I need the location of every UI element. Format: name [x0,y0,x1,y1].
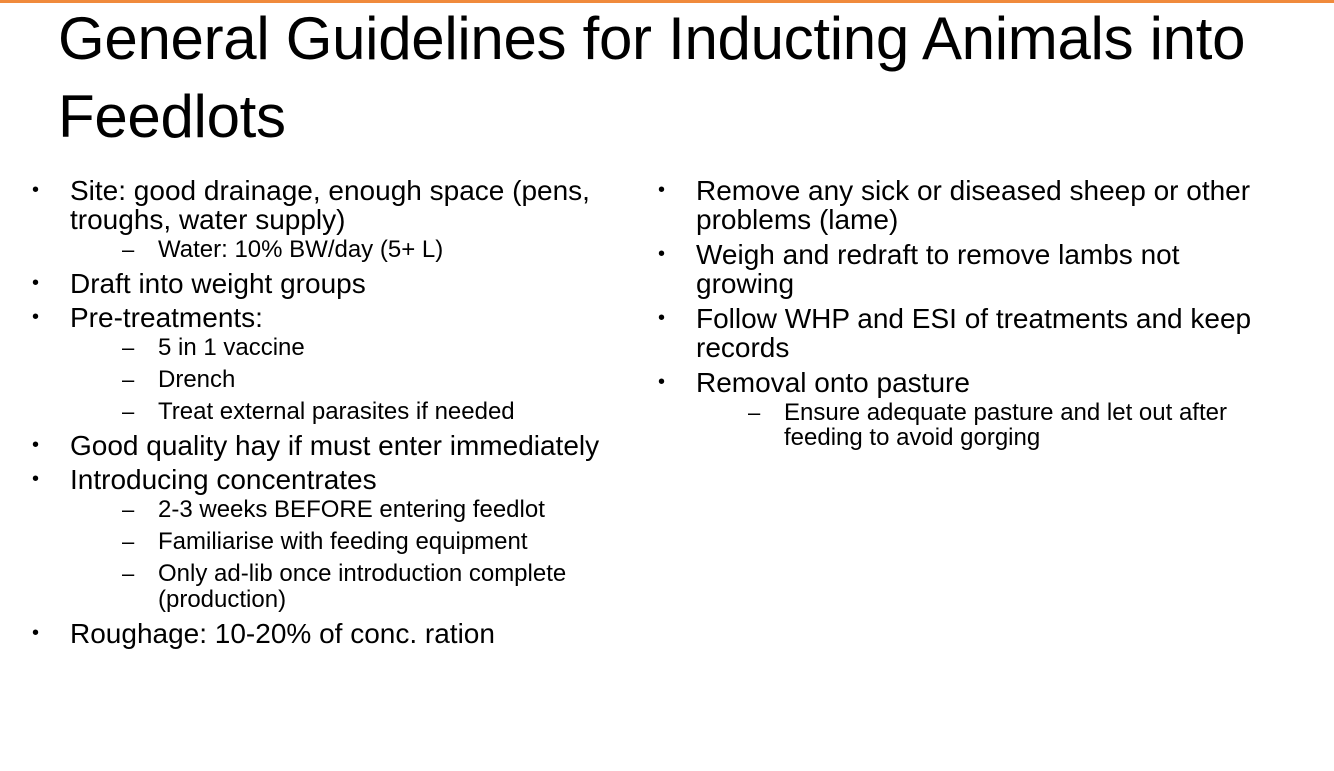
sub-bullet-list [70,335,630,425]
dash-icon: – [122,529,135,554]
bullet-item [30,303,630,425]
sub-bullet-item [70,367,630,393]
bullet-icon: • [658,179,666,201]
right-bullet-list [656,176,1276,450]
bullet-icon: • [658,371,666,393]
sub-bullet-text: Only ad-lib once introduction complete (production) [158,560,567,613]
sub-bullet-item [70,561,630,613]
bullet-text: Remove any sick or diseased sheep or other problems (lame) [696,175,1251,235]
bullet-icon: • [32,179,40,201]
bullet-item [656,240,1276,298]
right-bullet-column [656,176,1276,456]
dash-icon: – [122,335,135,360]
bullet-item [30,269,630,298]
bullet-text: Pre-treatments: [70,302,263,333]
bullet-icon: • [32,622,40,644]
sub-bullet-item [696,400,1276,450]
left-bullet-list [30,176,630,648]
dash-icon: – [122,367,135,392]
sub-bullet-text: Familiarise with feeding equipment [158,528,528,555]
bullet-icon: • [32,468,40,490]
dash-icon: – [748,400,761,425]
bullet-text: Weigh and redraft to remove lambs not growing [696,239,1180,299]
bullet-icon: • [658,307,666,329]
dash-icon: – [122,237,135,262]
bullet-icon: • [32,306,40,328]
bullet-icon: • [32,434,40,456]
bullet-item [656,368,1276,450]
sub-bullet-item [70,529,630,555]
sub-bullet-item [70,399,630,425]
bullet-icon: • [32,272,40,294]
bullet-text: Draft into weight groups [70,268,366,299]
bullet-text: Introducing concentrates [70,464,377,495]
sub-bullet-text: Drench [158,366,236,393]
dash-icon: – [122,399,135,424]
sub-bullet-text: Treat external parasites if needed [158,398,515,425]
sub-bullet-item [70,497,630,523]
sub-bullet-text: 2-3 weeks BEFORE entering feedlot [158,496,545,523]
sub-bullet-text: Ensure adequate pasture and let out after feeding to avoid gorging [784,399,1227,451]
sub-bullet-list [70,237,630,263]
bullet-text: Follow WHP and ESI of treatments and keep records [696,303,1252,363]
bullet-icon: • [658,243,666,265]
dash-icon: – [122,561,135,586]
sub-bullet-list [70,497,630,613]
bullet-item [30,431,630,460]
bullet-text: Good quality hay if must enter immediately [70,430,600,461]
dash-icon: – [122,497,135,522]
sub-bullet-item [70,237,630,263]
sub-bullet-text: 5 in 1 vaccine [158,334,305,361]
bullet-text: Removal onto pasture [696,367,970,398]
bullet-item [30,619,630,648]
bullet-item [656,176,1276,234]
sub-bullet-item [70,335,630,361]
bullet-text: Site: good drainage, enough space (pens, troughs, water supply) [70,175,590,235]
sub-bullet-list [696,400,1276,450]
slide-title: General Guidelines for Inducting Animals into Feedlots [58,5,1246,150]
bullet-item [656,304,1276,362]
left-bullet-column [30,176,630,653]
sub-bullet-text: Water: 10% BW/day (5+ L) [158,236,444,263]
bullet-item [30,465,630,613]
bullet-text: Roughage: 10-20% of conc. ration [70,618,495,649]
bullet-item [30,176,630,263]
